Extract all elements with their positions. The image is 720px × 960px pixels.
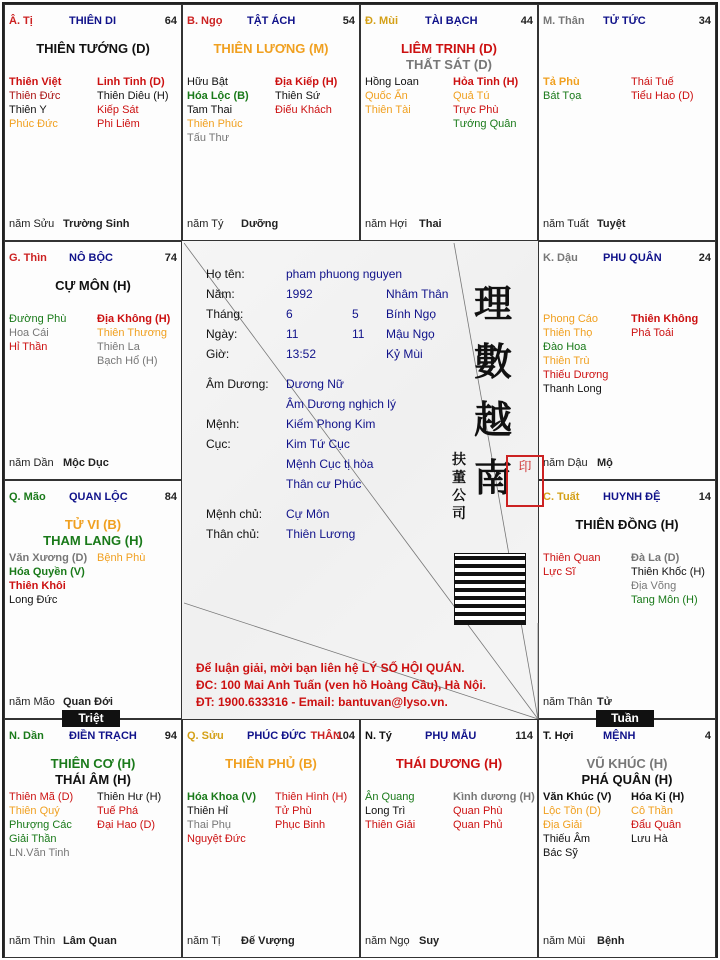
info-day-can: Mậu Ngọ [386,327,435,341]
minor-star: Thiên Thọ [543,327,593,339]
minor-star: Địa Không (H) [97,313,171,325]
palace-number: 34 [698,15,711,27]
branch-label: G. Thìn [9,252,47,264]
main-star: LIÊM TRINH (D) [400,41,498,56]
minor-star: Đại Hao (D) [97,819,156,831]
minor-star: Quan Phù [453,805,503,817]
palace-name: PHÚC ĐỨC [247,730,307,742]
life-stage: Dưỡng [241,218,279,230]
main-star: THẤT SÁT (D) [406,57,492,72]
right-star-column [275,75,363,117]
year-label: năm Mão [9,696,55,708]
year-label: năm Tuất [543,218,589,230]
palace-cell[interactable] [4,4,182,241]
palace-name: HUYNH ĐỆ [603,491,661,503]
minor-star: LN.Văn Tinh [9,847,70,859]
calligraphy-small-char: 司 [452,506,466,522]
palace-name: TẬT ÁCH [247,15,296,27]
minor-star: Tam Thai [187,104,233,116]
contact-line3: ĐT: 1900.633316 - Email: bantuvan@lyso.vn. [196,695,448,709]
palace-footer [543,457,711,471]
info-hour: 13:52 [286,347,317,361]
minor-star: Phục Binh [275,819,326,831]
palace-header [187,15,355,29]
left-star-column [365,75,453,117]
minor-star: Điếu Khách [275,104,332,116]
branch-label: N. Tý [365,730,392,742]
info-year: 1992 [286,287,313,301]
right-star-column [97,551,185,565]
palace-number: 64 [164,15,177,27]
right-star-column [631,551,719,607]
year-label: năm Mùi [543,935,586,947]
life-stage: Mộ [597,457,613,469]
palace-cell[interactable] [538,719,716,958]
minor-star: Linh Tinh (D) [97,76,165,88]
right-star-column [631,75,719,103]
minor-star: Bệnh Phù [97,552,146,564]
branch-label: Q. Mão [9,491,46,503]
minor-star: Bát Tọa [543,90,582,102]
palace-header [9,730,177,744]
minor-star: Phá Toái [631,327,674,339]
life-stage: Quan Đới [63,696,113,708]
minor-star: Thanh Long [543,383,602,395]
minor-star: Địa Võng [631,580,677,592]
palace-header [9,15,177,29]
main-star: TỬ VI (B) [64,517,122,532]
minor-star: Thiên Quý [9,805,60,817]
palace-number: 14 [698,491,711,503]
branch-label: B. Ngọ [187,15,223,27]
minor-star: Quan Phủ [453,819,503,831]
palace-number: 114 [515,730,533,742]
palace-footer [543,696,711,710]
palace-header [543,252,711,266]
palace-cell[interactable] [4,719,182,958]
info-menhchu-label: Mệnh chủ: [206,507,263,521]
minor-star: Kiếp Sát [97,104,139,116]
minor-star: Bác Sỹ [543,847,578,859]
branch-label: N. Dần [9,730,44,742]
minor-star: Thiên Hư (H) [97,791,162,803]
info-hour-can: Kỷ Mùi [386,347,423,361]
minor-star: Quốc Ấn [365,90,408,102]
minor-star: Đường Phù [9,313,67,325]
minor-star: Văn Khúc (V) [543,791,612,803]
left-star-column [543,790,631,860]
info-month-l: 5 [352,307,359,321]
minor-star: Hỏa Tinh (H) [453,76,519,88]
palace-footer [9,457,177,471]
info-cuc2: Mệnh Cục tị hòa [286,457,374,471]
triet-tag: Triệt [62,710,120,727]
right-star-column [631,790,719,846]
palace-cell[interactable] [360,719,538,958]
minor-star: Thiên Giải [365,819,416,831]
contact-line1: Để luận giải, mời bạn liên hệ LÝ SỐ HỘI QUÁN. [196,661,465,675]
palace-number: 4 [704,730,711,742]
branch-label: Q. Sửu [187,730,224,742]
minor-star: Đẩu Quân [631,819,682,831]
minor-star: Tấu Thư [187,132,230,144]
minor-star: Phi Liêm [97,118,140,130]
minor-star: Phúc Đức [9,118,58,130]
info-month-label: Tháng: [206,307,244,321]
minor-star: Thiên Khốc (H) [631,566,705,578]
palace-cell[interactable] [360,4,538,241]
left-star-column [543,75,631,103]
life-stage: Suy [419,935,440,947]
year-label: năm Dậu [543,457,588,469]
palace-footer [365,935,533,949]
year-label: năm Sửu [9,218,55,230]
palace-header [543,15,711,29]
than-marker: THÂN [310,730,341,742]
main-star: THIÊN ĐỒNG (H) [575,517,679,532]
palace-header [365,730,533,744]
left-star-column [9,551,97,607]
minor-star: Thai Phụ [187,819,232,831]
calligraphy-small-char: 扶 [452,452,466,468]
palace-footer [365,218,533,232]
info-cuc1: Kim Tứ Cục [286,437,350,451]
palace-name: THIÊN DI [69,15,117,27]
info-amduong-label: Âm Dương: [206,377,269,391]
minor-star: Thiên Tài [365,104,411,116]
info-thanchu-label: Thân chủ: [206,527,260,541]
palace-footer [9,218,177,232]
info-amduong1: Dương Nữ [286,377,344,391]
minor-star: Thiên Đức [9,90,61,102]
life-stage: Đế Vượng [241,935,295,947]
contact-line2: ĐC: 100 Mai Anh Tuấn (ven hồ Hoàng Cầu), Hà Nội. [196,678,487,692]
palace-name: TỬ TỨC [603,15,646,27]
minor-star: Thiếu Âm [543,833,591,845]
year-label: năm Thìn [9,935,56,947]
left-star-column [9,790,97,860]
minor-star: Hóa Khoa (V) [187,791,257,803]
year-label: năm Tý [187,218,224,230]
info-year-label: Năm: [206,287,235,301]
main-star: THIÊN TƯỚNG (D) [36,41,150,56]
palace-cell[interactable] [538,4,716,241]
right-star-column [97,75,185,131]
minor-star: Hỉ Thần [9,341,48,353]
minor-star: Hồng Loan [365,76,419,88]
info-day-label: Ngày: [206,327,238,341]
palace-number: 84 [164,491,177,503]
life-stage: Bệnh [597,935,625,947]
minor-star: Thiên Diêu (H) [97,90,169,102]
palace-cell[interactable] [4,480,182,719]
main-star: THIÊN CƠ (H) [50,756,136,771]
branch-label: M. Thân [543,15,585,27]
right-star-column [453,75,541,131]
calligraphy-small-char: 公 [452,488,466,504]
minor-star: Thiên Trù [543,355,590,367]
minor-star: Hóa Kị (H) [631,791,685,803]
left-star-column [9,312,97,354]
calligraphy-small-char: 董 [452,470,466,486]
left-star-column [187,75,275,145]
info-panel [184,243,540,719]
main-star: THÁI ÂM (H) [55,772,131,787]
info-amduong2: Âm Dương nghịch lý [286,397,396,411]
minor-star: Long Đức [9,594,58,606]
calligraphy-char: 南 [474,455,513,500]
info-year-can: Nhâm Thân [386,287,449,301]
palace-cell[interactable] [182,4,360,241]
branch-label: C. Tuất [543,491,580,503]
minor-star: Tướng Quân [453,118,517,130]
minor-star: Thiên Hỉ [187,805,228,817]
palace-footer [9,935,177,949]
minor-star: Hoa Cái [9,327,49,339]
calligraphy-char: 越 [474,397,513,442]
right-star-column [97,790,185,832]
palace-cell[interactable] [4,241,182,480]
info-menh: Kiếm Phong Kim [286,417,376,431]
palace-footer [187,935,355,949]
right-star-column [97,312,185,368]
palace-footer [9,696,177,710]
left-star-column [543,312,631,396]
palace-name: NÔ BỘC [69,252,113,264]
minor-star: Đà La (D) [631,552,680,564]
minor-star: Thiên Quan [543,552,601,564]
palace-number: 94 [164,730,177,742]
palace-header [187,730,355,744]
info-month-can: Bính Ngọ [386,307,437,321]
palace-header [543,730,711,744]
minor-star: Ân Quang [365,791,415,803]
minor-star: Long Trì [365,805,406,817]
palace-footer [543,218,711,232]
palace-number: 74 [164,252,177,264]
minor-star: Hóa Quyền (V) [9,566,85,578]
life-stage: Lâm Quan [63,935,117,947]
palace-name: PHỤ MẪU [425,730,477,742]
minor-star: Tuế Phá [97,805,139,817]
minor-star: Đào Hoa [543,341,587,353]
year-label: năm Thân [543,696,593,708]
main-star: THÁI DƯƠNG (H) [395,756,503,771]
minor-star: Thiên Mã (D) [9,791,74,803]
palace-number: 104 [336,730,355,742]
palace-header [365,15,533,29]
palace-name: PHU QUÂN [603,252,662,264]
palace-footer [187,218,355,232]
minor-star: Tả Phù [543,76,580,88]
life-stage: Mộc Dục [63,457,109,469]
calligraphy-char: 理 [474,281,513,326]
minor-star: Kình dương (H) [453,791,535,803]
info-month: 6 [286,307,293,321]
main-star: THIÊN LƯƠNG (M) [213,41,329,56]
minor-star: Quả Tú [453,90,490,102]
info-menh-label: Mệnh: [206,417,240,431]
minor-star: Trực Phù [453,104,499,116]
minor-star: Tử Phù [275,805,312,817]
palace-header [9,491,177,505]
minor-star: Lưu Hà [631,833,668,845]
year-label: năm Tị [187,935,221,947]
minor-star: Tang Môn (H) [631,594,698,606]
minor-star: Địa Kiếp (H) [275,76,338,88]
palace-name: ĐIỀN TRẠCH [69,730,137,742]
palace-cell[interactable] [538,480,716,719]
info-cuc-label: Cục: [206,437,231,451]
minor-star: Văn Xương (D) [9,552,88,564]
minor-star: Bạch Hổ (H) [97,355,158,367]
year-label: năm Ngọ [365,935,410,947]
life-stage: Tuyệt [597,218,626,230]
tuan-tag: Tuần [596,710,654,727]
minor-star: Thiên Hình (H) [275,791,348,803]
life-stage: Tử [597,696,612,708]
info-menhchu: Cự Môn [286,507,330,521]
left-star-column [543,551,631,579]
year-label: năm Hợi [365,218,408,230]
minor-star: Hóa Lộc (B) [187,90,249,102]
minor-star: Thiên Sứ [275,90,321,102]
palace-cell[interactable] [538,241,716,480]
palace-footer [543,935,711,949]
info-cuc3: Thân cư Phúc [286,477,362,491]
minor-star: Nguyệt Đức [187,833,246,845]
red-seal-stamp: 印 [506,455,544,507]
main-star: THAM LANG (H) [43,533,143,548]
minor-star: Hữu Bật [187,76,228,88]
horoscope-board [2,2,718,958]
palace-name: QUAN LỘC [69,491,128,503]
left-star-column [187,790,275,846]
minor-star: Thiếu Dương [543,369,609,381]
main-star: PHÁ QUÂN (H) [581,772,673,787]
minor-star: Thiên Thương [97,327,168,339]
minor-star: Phong Cáo [543,313,599,325]
info-name-label: Họ tên: [206,267,245,281]
info-name: pham phuong nguyen [286,267,403,281]
calligraphy-char: 數 [474,339,513,384]
minor-star: Địa Giải [543,819,583,831]
palace-name: MỆNH [603,730,636,742]
info-hour-label: Giờ: [206,347,230,361]
palace-number: 44 [520,15,533,27]
minor-star: Thiên Việt [9,76,62,88]
right-star-column [453,790,541,832]
palace-cell[interactable] [182,719,360,958]
branch-label: Â. Tị [9,15,33,27]
life-stage: Thai [419,218,442,230]
minor-star: Giải Thần [9,833,57,845]
palace-number: 24 [698,252,711,264]
palace-number: 54 [342,15,355,27]
info-day-l: 11 [352,327,365,341]
info-day: 11 [286,327,299,341]
palace-header [543,491,711,505]
branch-label: Đ. Mùi [365,15,398,27]
minor-star: Thiên La [97,341,140,353]
info-thanchu: Thiên Lương [286,527,356,541]
left-star-column [365,790,453,832]
minor-star: Thiên Phúc [187,118,243,130]
right-star-column [275,790,363,832]
minor-star: Lộc Tồn (D) [543,805,601,817]
left-star-column [9,75,97,131]
minor-star: Thiên Y [9,104,47,116]
branch-label: K. Dậu [543,252,578,264]
minor-star: Lực Sĩ [543,566,576,578]
palace-name: TÀI BẠCH [425,15,478,27]
year-label: năm Dần [9,457,54,469]
right-star-column [631,312,719,340]
minor-star: Tiểu Hao (D) [631,90,694,102]
main-star: THIÊN PHỦ (B) [225,756,317,771]
qr-code-icon[interactable] [454,553,526,625]
minor-star: Cô Thần [631,805,673,817]
life-stage: Trường Sinh [63,218,130,230]
minor-star: Thiên Không [631,313,699,325]
palace-header [9,252,177,266]
minor-star: Thái Tuế [631,76,674,88]
main-star: VŨ KHÚC (H) [586,756,668,771]
minor-star: Phượng Các [9,819,72,831]
main-star: CỰ MÔN (H) [55,278,131,293]
minor-star: Thiên Khôi [9,580,66,592]
branch-label: T. Hợi [543,730,574,742]
